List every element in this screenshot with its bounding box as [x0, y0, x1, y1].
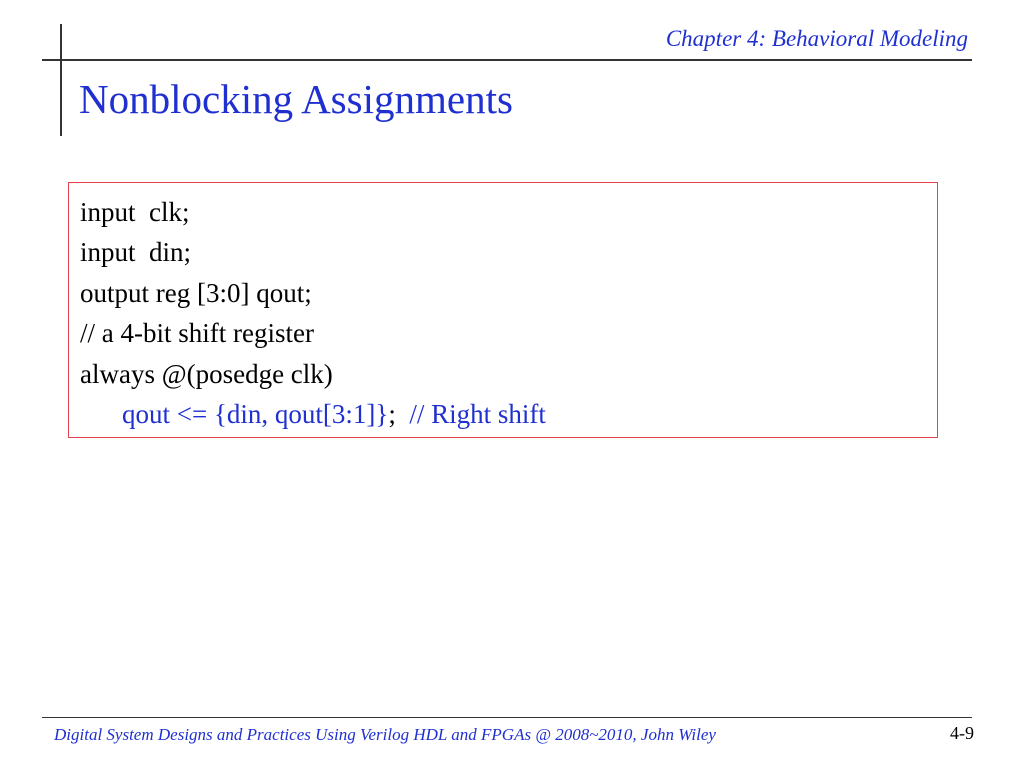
page-number: 4-9 — [950, 723, 974, 743]
header-horizontal-rule — [42, 59, 972, 61]
code-line-output-qout: output reg [3:0] qout; — [80, 278, 312, 308]
code-line-input-clk: input clk; — [80, 197, 190, 227]
shift-assignment-comment: // Right shift — [409, 399, 546, 429]
code-line-always: always @(posedge clk) — [80, 359, 333, 389]
shift-assignment-statement: qout <= {din, qout[3:1]} — [122, 399, 389, 429]
slide-title: Nonblocking Assignments — [79, 76, 513, 122]
code-line-input-din: input din; — [80, 237, 192, 267]
header-vertical-rule — [60, 24, 62, 136]
code-line-shift-assignment — [122, 399, 546, 429]
footer-citation: Digital System Designs and Practices Using Verilog HDL and FPGAs @ 2008~2010, John Wiley — [54, 725, 716, 744]
code-line-comment: // a 4-bit shift register — [80, 318, 314, 348]
chapter-heading: Chapter 4: Behavioral Modeling — [665, 26, 968, 51]
shift-assignment-semicolon: ; — [388, 399, 410, 429]
footer-horizontal-rule — [42, 717, 972, 718]
